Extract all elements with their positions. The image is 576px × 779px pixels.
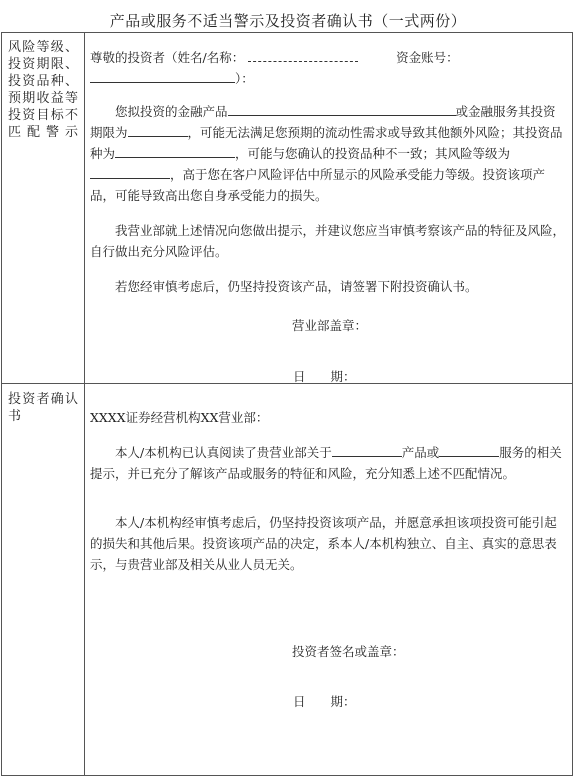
p1-text-b: 或金融服务其投资期限为 bbox=[90, 104, 556, 140]
p1-text-e: ，高于您在客户风险评估中所显示的风险承受能力等级。投资该项产品，可能导致高出您自身承受能力的损失。 bbox=[90, 167, 546, 203]
investment-type-field[interactable] bbox=[115, 145, 235, 158]
investor-signature-label: 投资者签名或盖章： bbox=[292, 644, 405, 659]
account-label: 资金账号： bbox=[396, 50, 459, 65]
branch-stamp-label: 营业部盖章： bbox=[292, 318, 368, 333]
c1-text-b: 产品或 bbox=[401, 445, 440, 460]
confirm-service-field[interactable] bbox=[439, 444, 499, 457]
document-title: 产品或服务不适当警示及投资者确认书（一式两份） bbox=[109, 12, 467, 30]
warning-paragraph-1 bbox=[90, 101, 566, 206]
section-warning-content bbox=[90, 47, 566, 297]
greeting-line bbox=[90, 47, 566, 68]
confirmation-form-table bbox=[1, 32, 573, 776]
p1-text-c: ，可能无法满足您预期的流动性需求或导致其他额外风险；其投资品种为 bbox=[90, 125, 563, 161]
greeting-prefix: 尊敬的投资者（姓名/名称： bbox=[90, 50, 245, 65]
investment-term-field[interactable] bbox=[128, 124, 188, 137]
risk-level-field[interactable] bbox=[90, 166, 170, 179]
p1-text-d: ，可能与您确认的投资品种不一致；其风险等级为 bbox=[235, 146, 511, 161]
warning-paragraph-2: 我营业部就上述情况向您做出提示，并建议您应当审慎考察该产品的特征及风险，自行做出充分风险评估。 bbox=[90, 223, 566, 259]
section-warning-label: 风险等级、投资期限、投资品种、预期收益等投资目标不匹配警示 bbox=[8, 40, 78, 140]
product-name-field[interactable] bbox=[228, 103, 456, 116]
column-divider bbox=[84, 33, 85, 775]
confirmation-paragraph-1 bbox=[90, 442, 566, 484]
section1-date-label: 日 期： bbox=[293, 369, 356, 384]
confirm-product-field[interactable] bbox=[332, 444, 402, 457]
section-confirmation-label: 投资者确认书 bbox=[8, 392, 78, 424]
addressee-line: XXXX证券经营机构XX营业部： bbox=[90, 410, 269, 425]
section2-date-label: 日 期： bbox=[293, 694, 356, 709]
p1-text-a: 您拟投资的金融产品 bbox=[115, 104, 228, 119]
account-number-field[interactable] bbox=[90, 70, 235, 83]
section-confirmation-content bbox=[90, 407, 566, 575]
greeting-line-2 bbox=[90, 68, 566, 89]
confirmation-paragraph-2: 本人/本机构经审慎考虑后，仍坚持投资该项产品，并愿意承担该项投资可能引起的损失和其他后果。投资该项产品的决定，系本人/本机构独立、自主、真实的意思表示，与贵营业部及相关从业人员无关。 bbox=[90, 515, 557, 572]
c1-text-a: 本人/本机构已认真阅读了贵营业部关于 bbox=[115, 445, 332, 460]
greeting-end: ）： bbox=[235, 71, 254, 86]
row-divider bbox=[2, 383, 572, 384]
warning-paragraph-3: 若您经审慎考虑后，仍坚持投资该产品，请签署下附投资确认书。 bbox=[115, 279, 478, 294]
c1-text-c: 服务的相关提示，并已充分了解该产品或服务的特征和风险，充分知悉上述不匹配情况。 bbox=[90, 445, 562, 481]
investor-name-field[interactable] bbox=[248, 49, 358, 62]
